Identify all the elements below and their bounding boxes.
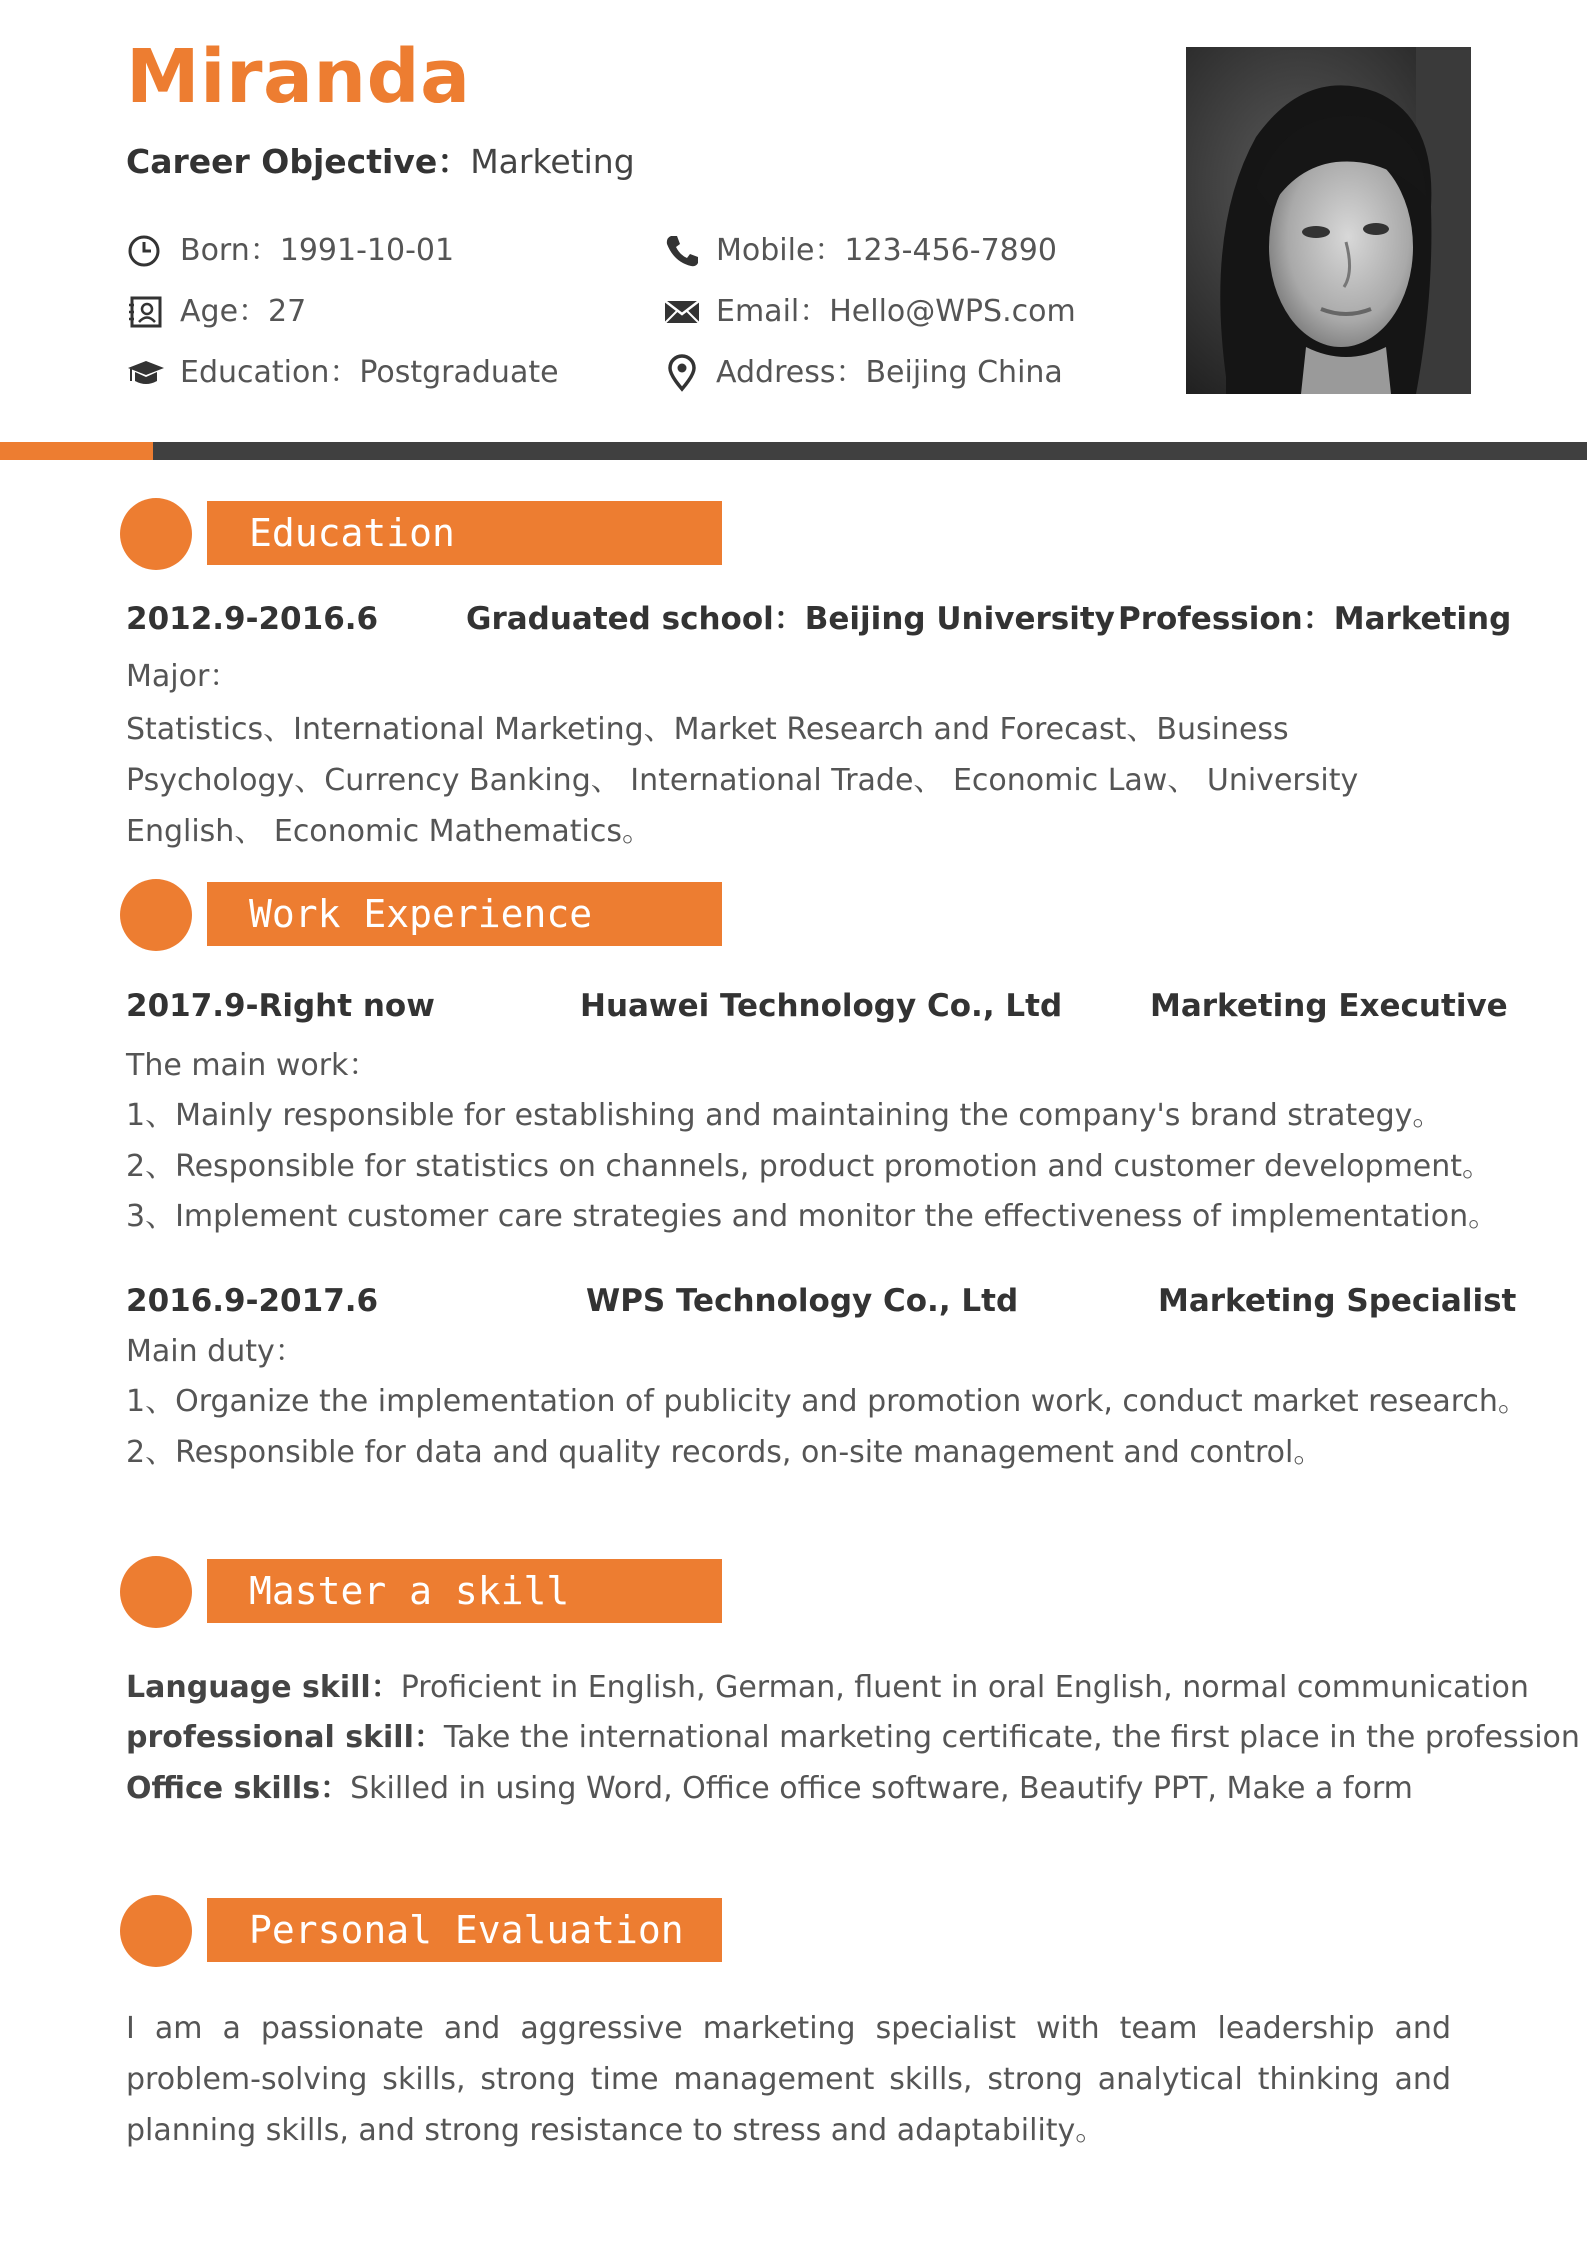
address-text: Address：Beijing China	[716, 355, 1063, 390]
header-divider	[153, 442, 1587, 460]
job-1-item: 1、Mainly responsible for establishing and maintaining the company's brand strategy。	[126, 1098, 1443, 1133]
job-2-period: 2016.9-2017.6	[126, 1283, 379, 1319]
career-objective	[126, 142, 635, 182]
skills-section-title: Master a skill	[207, 1559, 722, 1623]
work-section-marker	[120, 879, 192, 951]
work-section-title: Work Experience	[207, 882, 722, 946]
profile-photo	[1186, 47, 1471, 394]
skill-value: Skilled in using Word, Office office software, Beautify PPT, Make a form	[350, 1771, 1413, 1806]
id-card-icon	[126, 292, 166, 332]
clock-icon	[126, 231, 166, 271]
job-2-label: Main duty：	[126, 1334, 305, 1369]
job-2-role: Marketing Specialist	[1158, 1283, 1517, 1319]
born-text: Born：1991-10-01	[180, 233, 455, 268]
skill-label: Office skills：	[126, 1771, 351, 1806]
profession-label: Profession：	[1118, 601, 1334, 637]
skill-item	[126, 1670, 1529, 1706]
envelope-icon	[662, 292, 702, 332]
skill-label: Language skill：	[126, 1670, 401, 1705]
header-divider-accent	[0, 442, 153, 460]
contact-email	[662, 292, 1076, 332]
evaluation-section-marker	[120, 1895, 192, 1967]
graduation-cap-icon	[126, 353, 166, 393]
evaluation-section-title: Personal Evaluation	[207, 1898, 722, 1962]
major-courses: Statistics、International Marketing、Market Research and Forecast、Business Psychology、Currency Banking、 International Trade、 Economic Law、 University English、 Economic Mathematics。	[126, 712, 1359, 849]
location-pin-icon	[662, 353, 702, 393]
email-text: Email：Hello@WPS.com	[716, 294, 1076, 329]
skills-section-marker	[120, 1556, 192, 1628]
contact-born	[126, 231, 454, 271]
job-2-item: 2、Responsible for data and quality records, on-site management and control。	[126, 1435, 1324, 1470]
mobile-text: Mobile：123-456-7890	[716, 233, 1057, 268]
education-period: 2012.9-2016.6	[126, 601, 379, 637]
contact-age	[126, 292, 306, 332]
contact-education	[126, 353, 559, 393]
phone-icon	[662, 231, 702, 271]
objective-value: Marketing	[470, 142, 635, 181]
education-text: Education：Postgraduate	[180, 355, 559, 390]
skill-label: professional skill：	[126, 1720, 444, 1755]
skill-item	[126, 1720, 1580, 1756]
contact-mobile	[662, 231, 1057, 271]
job-1-company: Huawei Technology Co., Ltd	[580, 988, 1063, 1024]
profession	[1118, 601, 1511, 638]
school-value: Beijing University	[804, 601, 1115, 637]
profession-value: Marketing	[1333, 601, 1512, 637]
job-1-role: Marketing Executive	[1150, 988, 1508, 1024]
evaluation-text: I am a passionate and aggressive marketing specialist with team leadership and problem-solving skills, strong time management skills, strong analytical thinking and planning skills, and strong resistance to stress and adaptability。	[126, 2011, 1451, 2148]
job-1-item: 2、Responsible for statistics on channels, product promotion and customer development。	[126, 1149, 1493, 1184]
age-text: Age：27	[180, 294, 307, 329]
candidate-name: Miranda	[126, 34, 471, 120]
school-label: Graduated school：	[466, 601, 805, 637]
skill-value: Take the international marketing certificate, the first place in the profession	[443, 1720, 1580, 1755]
major-label: Major：	[126, 659, 240, 694]
job-2-item: 1、Organize the implementation of publicity and promotion work, conduct market research。	[126, 1384, 1528, 1419]
portrait-image	[1186, 47, 1471, 394]
job-1-item: 3、Implement customer care strategies and monitor the effectiveness of implementation。	[126, 1199, 1499, 1234]
graduated-school	[466, 601, 1115, 638]
skill-item	[126, 1771, 1413, 1807]
job-2-company: WPS Technology Co., Ltd	[586, 1283, 1019, 1319]
job-1-period: 2017.9-Right now	[126, 988, 435, 1024]
job-1-label: The main work：	[126, 1048, 379, 1083]
education-section-title: Education	[207, 501, 722, 565]
education-section-marker	[120, 498, 192, 570]
skill-value: Proficient in English, German, fluent in oral English, normal communication	[400, 1670, 1529, 1705]
objective-label: Career Objective：	[126, 142, 471, 181]
contact-address	[662, 353, 1063, 393]
